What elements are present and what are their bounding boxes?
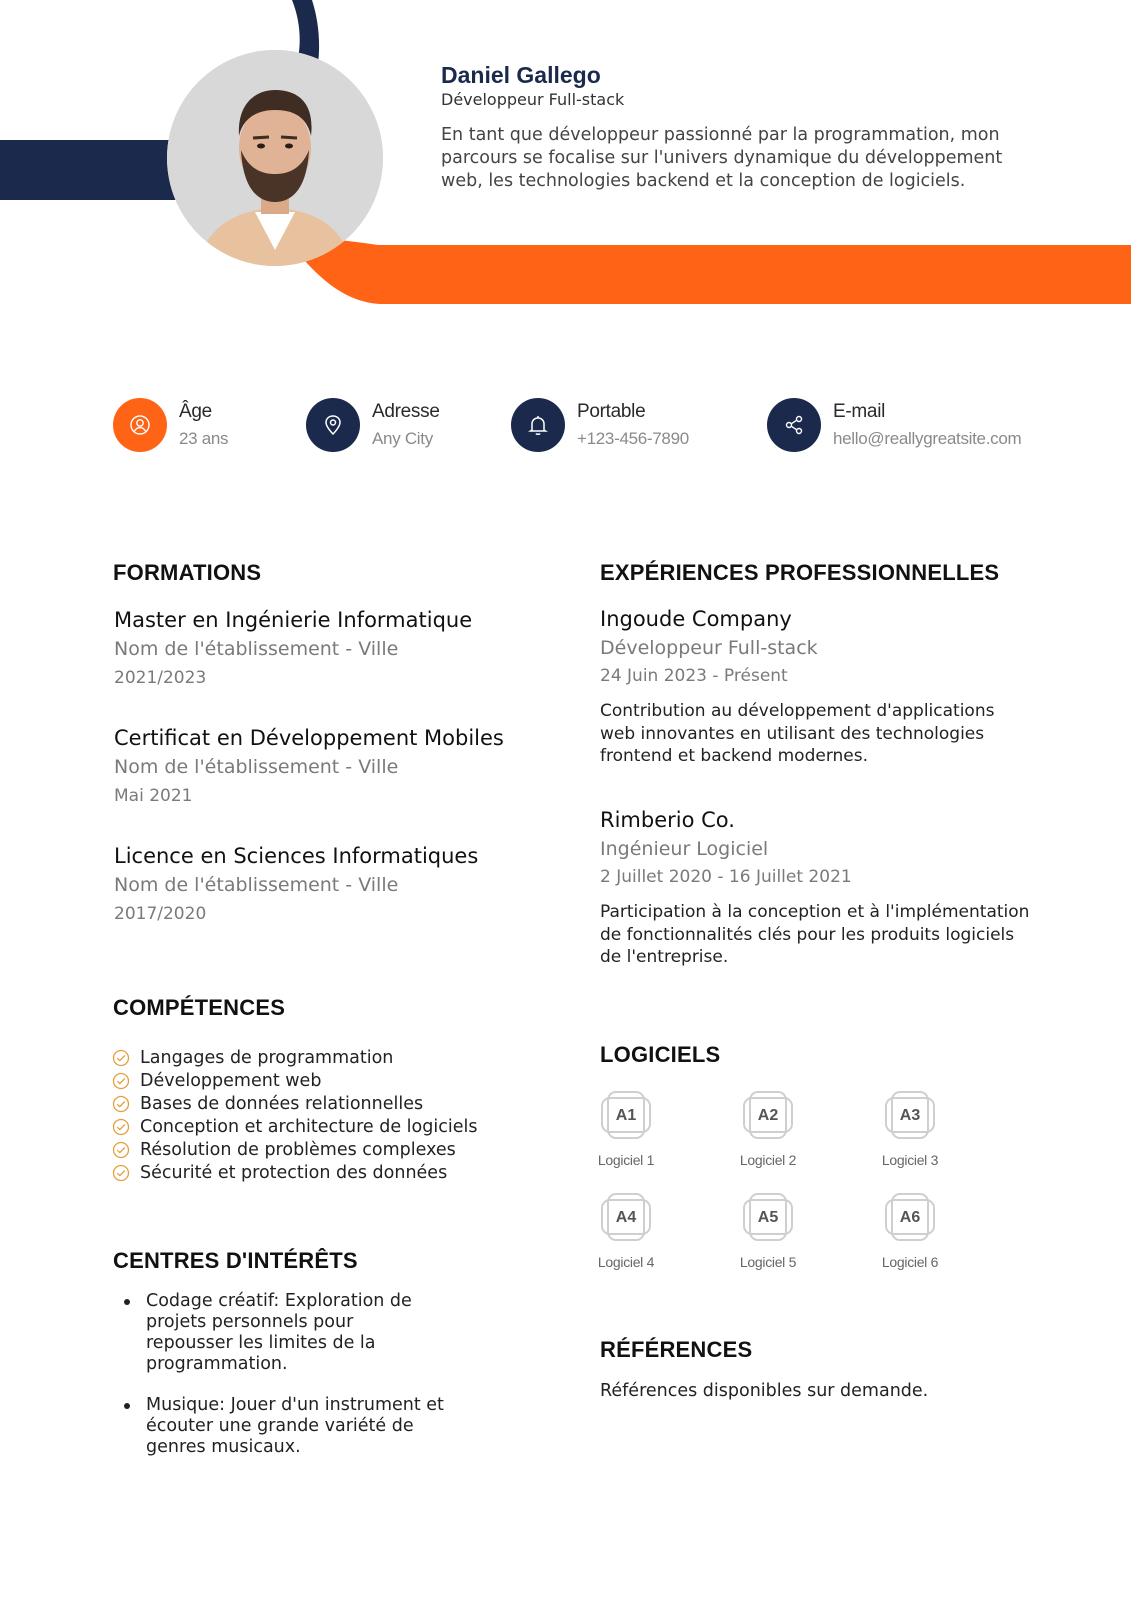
software-code: A2 [757, 1107, 779, 1124]
formation-date: 2021/2023 [114, 668, 207, 688]
check-circle-icon [112, 1164, 130, 1182]
formation-school: Nom de l'établissement - Ville [114, 638, 399, 660]
location-pin-icon [306, 398, 360, 452]
profile-summary: En tant que développeur passionné par la programmation, mon parcours se focalise sur l'univers dynamique du développement web, les technologies backend et la conception de logiciels. [441, 125, 1003, 191]
software-item [728, 1088, 808, 1168]
list-item [124, 1395, 444, 1458]
software-label: Logiciel 4 [597, 1254, 655, 1270]
formations-heading: FORMATIONS [113, 560, 262, 585]
software-code: A3 [899, 1107, 921, 1124]
skill-label: Résolution de problèmes complexes [140, 1139, 456, 1160]
software-badge-icon [740, 1190, 796, 1246]
contact-address [306, 398, 440, 452]
contact-value: Any City [372, 429, 433, 448]
contact-label: E-mail [833, 401, 886, 422]
references-heading: RÉFÉRENCES [600, 1337, 753, 1362]
list-item [112, 1069, 477, 1092]
skill-label: Bases de données relationnelles [140, 1093, 424, 1114]
contact-phone [511, 398, 689, 452]
contact-value: 23 ans [179, 429, 229, 448]
software-badge-icon [598, 1190, 654, 1246]
profile-photo [167, 50, 383, 266]
skill-label: Langages de programmation [140, 1047, 394, 1068]
software-code: A1 [615, 1107, 637, 1124]
experience-description: Participation à la conception et à l'implémentation de fonctionnalités clés pour les produits logiciels de l'entreprise. [600, 902, 1030, 967]
check-circle-icon [112, 1072, 130, 1090]
list-item [124, 1291, 444, 1375]
formation-item [114, 608, 472, 688]
software-code: A5 [757, 1209, 779, 1226]
contact-age [113, 398, 228, 452]
formation-school: Nom de l'établissement - Ville [114, 756, 399, 778]
experience-company: Ingoude Company [600, 607, 792, 631]
contact-value: +123-456-7890 [577, 429, 689, 448]
experience-date: 24 Juin 2023 - Présent [600, 666, 788, 686]
references-text: Références disponibles sur demande. [600, 1381, 929, 1401]
experience-date: 2 Juillet 2020 - 16 Juillet 2021 [600, 867, 852, 887]
experience-role: Ingénieur Logiciel [600, 838, 769, 860]
software-badge-icon [882, 1088, 938, 1144]
list-item [112, 1138, 477, 1161]
software-badge-icon [882, 1190, 938, 1246]
software-item [870, 1190, 950, 1270]
list-item [112, 1161, 477, 1184]
formation-date: Mai 2021 [114, 786, 193, 806]
bullet-icon [124, 1299, 130, 1305]
software-badge-icon [598, 1088, 654, 1144]
formation-item [114, 844, 478, 924]
experience-description: Contribution au développement d'applications web innovantes en utilisant des technologies frontend et backend modernes. [600, 701, 995, 766]
experiences-heading: EXPÉRIENCES PROFESSIONNELLES [600, 560, 1000, 585]
check-circle-icon [112, 1095, 130, 1113]
list-item [112, 1046, 477, 1069]
formation-school: Nom de l'établissement - Ville [114, 874, 399, 896]
interests-list [124, 1291, 444, 1478]
software-label: Logiciel 1 [597, 1152, 655, 1168]
software-item [586, 1190, 666, 1270]
formation-date: 2017/2020 [114, 904, 207, 924]
list-item [112, 1115, 477, 1138]
bell-icon [511, 398, 565, 452]
formation-item [114, 726, 504, 806]
user-icon [113, 398, 167, 452]
software-badge-icon [740, 1088, 796, 1144]
skill-label: Développement web [140, 1070, 322, 1091]
candidate-name: Daniel Gallego [441, 62, 601, 88]
experience-role: Développeur Full-stack [600, 637, 818, 659]
software-code: A4 [615, 1209, 637, 1226]
experience-item [600, 808, 1030, 969]
bullet-icon [124, 1403, 130, 1409]
contact-email [767, 398, 1021, 452]
interests-heading: CENTRES D'INTÉRÊTS [113, 1248, 358, 1273]
competences-heading: COMPÉTENCES [113, 995, 286, 1020]
skill-label: Conception et architecture de logiciels [140, 1116, 478, 1137]
candidate-role: Développeur Full-stack [441, 90, 625, 109]
skill-label: Sécurité et protection des données [140, 1162, 448, 1183]
contact-label: Adresse [372, 401, 440, 422]
check-circle-icon [112, 1141, 130, 1159]
software-item [728, 1190, 808, 1270]
check-circle-icon [112, 1049, 130, 1067]
contact-value: hello@reallygreatsite.com [833, 429, 1022, 448]
formation-title: Master en Ingénierie Informatique [114, 608, 473, 632]
software-item [870, 1088, 950, 1168]
interest-text: Musique: Jouer d'un instrument et écouter une grande variété de genres musicaux. [146, 1395, 444, 1457]
software-item [586, 1088, 666, 1168]
formation-title: Certificat en Développement Mobiles [114, 726, 504, 750]
contact-label: Portable [577, 401, 646, 422]
software-label: Logiciel 3 [881, 1152, 939, 1168]
check-circle-icon [112, 1118, 130, 1136]
experience-company: Rimberio Co. [600, 808, 735, 832]
interest-text: Codage créatif: Exploration de projets personnels pour repousser les limites de la programmation. [146, 1291, 412, 1374]
contact-label: Âge [179, 401, 212, 422]
skills-list [112, 1046, 477, 1184]
formation-title: Licence en Sciences Informatiques [114, 844, 479, 868]
logiciels-heading: LOGICIELS [600, 1042, 721, 1067]
share-icon [767, 398, 821, 452]
software-label: Logiciel 6 [881, 1254, 939, 1270]
list-item [112, 1092, 477, 1115]
experience-item [600, 607, 1030, 768]
software-code: A6 [899, 1209, 921, 1226]
software-label: Logiciel 2 [739, 1152, 797, 1168]
software-label: Logiciel 5 [739, 1254, 797, 1270]
